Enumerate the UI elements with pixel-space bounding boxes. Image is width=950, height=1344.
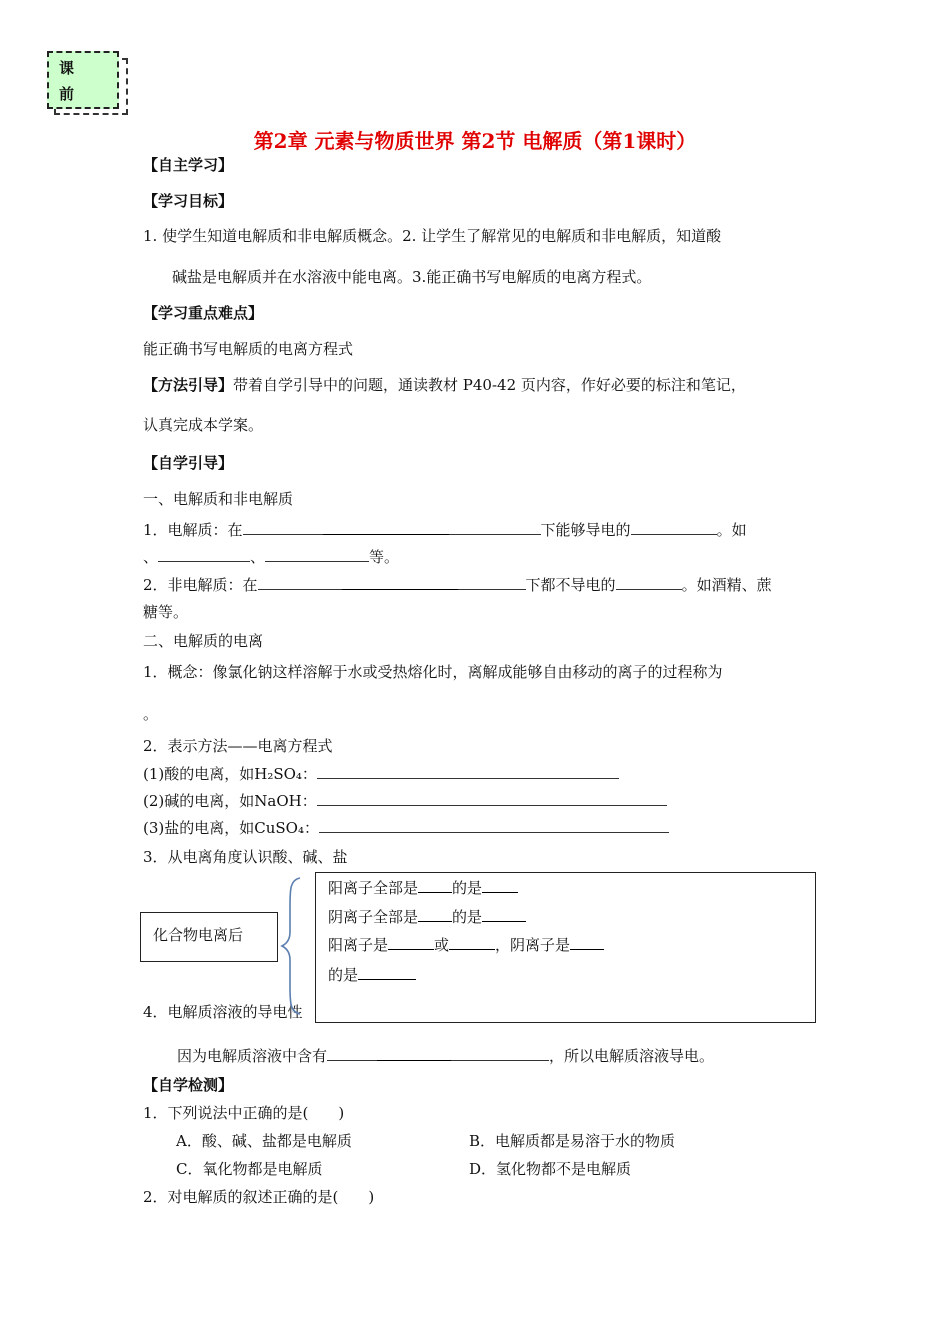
- blank-electrolyte-type[interactable]: [631, 520, 717, 535]
- salt-ionization-label: (3)盐的电离，如CuSO₄：: [143, 819, 319, 837]
- brace-icon: [280, 876, 304, 1016]
- blank-salt-cation-2[interactable]: [449, 935, 495, 950]
- heading-self-study: 【自主学习】: [143, 156, 234, 174]
- blank-condition-2a[interactable]: [258, 575, 342, 590]
- blank-base-equation[interactable]: [317, 791, 667, 806]
- blank-salt-equation[interactable]: [319, 818, 669, 833]
- acid-def-suffix: 的是: [452, 879, 483, 897]
- blank-base-anion[interactable]: [418, 907, 452, 922]
- electrolyte-example-text: 。如: [716, 521, 747, 539]
- representation-heading: 2．表示方法——电离方程式: [143, 737, 333, 755]
- heading-check: 【自学检测】: [143, 1076, 234, 1094]
- blank-condition-1c[interactable]: [449, 520, 541, 535]
- question-1-option-c[interactable]: C．氧化物都是电解质: [176, 1160, 323, 1178]
- nonelectrolyte-line2: 糖等。: [143, 603, 189, 621]
- salt-def-text: 阳离子是: [328, 936, 389, 954]
- tag-label-line1: 课: [59, 59, 75, 77]
- heading-guide: 【自学引导】: [143, 454, 234, 472]
- conductivity-result-text: ，所以电解质溶液导电。: [549, 1047, 715, 1065]
- salt-definition-line2: [328, 964, 416, 985]
- goals-line1: 1. 使学生知道电解质和非电解质概念。2. 让学生了解常见的电解质和非电解质，知道酸: [143, 227, 722, 245]
- conductivity-reason-line: [177, 1045, 714, 1066]
- blank-condition-2b[interactable]: [342, 575, 458, 590]
- blank-nonelectrolyte-type[interactable]: [616, 575, 682, 590]
- heading-goals: 【学习目标】: [143, 192, 234, 210]
- salt-ionization-line: [143, 817, 669, 838]
- blank-salt-anion[interactable]: [570, 935, 604, 950]
- acid-ionization-line: [143, 763, 619, 784]
- base-def-text: 阴离子全部是: [328, 908, 419, 926]
- acid-def-text: 阳离子全部是: [328, 879, 419, 897]
- blank-acid-equation[interactable]: [317, 764, 619, 779]
- acid-base-salt-heading: 3．从电离角度认识酸、碱、盐: [143, 848, 348, 866]
- question-1-option-d[interactable]: D．氢化物都不是电解质: [469, 1160, 632, 1178]
- question-2: 2．对电解质的叙述正确的是( ): [143, 1188, 375, 1206]
- page-title: 第2章 元素与物质世界 第2节 电解质（第1课时）: [253, 129, 697, 153]
- salt-def-suffix: 的是: [328, 966, 359, 984]
- compound-label: 化合物电离后: [153, 926, 244, 944]
- blank-acid-cation[interactable]: [418, 878, 452, 893]
- nonelectrolyte-conduct-text: 下都不导电的: [525, 576, 616, 594]
- goals-line2: 碱盐是电解质并在水溶液中能电离。3.能正确书写电解质的电离方程式。: [172, 268, 652, 286]
- question-1-option-b[interactable]: B．电解质都是易溶于水的物质: [469, 1132, 676, 1150]
- salt-def-anion-text: ，阴离子是: [495, 936, 571, 954]
- base-def-suffix: 的是: [452, 908, 483, 926]
- conductivity-heading: 4．电解质溶液的导电性: [143, 1003, 303, 1021]
- blank-condition-1a[interactable]: [243, 520, 323, 535]
- section2-heading: 二、电解质的电离: [143, 632, 264, 650]
- nonelectrolyte-line1: [143, 574, 772, 595]
- electrolyte-line2: [143, 546, 399, 567]
- blank-conduct-b[interactable]: [377, 1046, 451, 1061]
- tag-box: [47, 51, 119, 109]
- method-line1: [143, 374, 746, 395]
- punct-2: 、: [250, 548, 266, 566]
- section1-heading: 一、电解质和非电解质: [143, 490, 294, 508]
- ionization-concept-end: 。: [143, 705, 159, 723]
- base-ionization-label: (2)碱的电离，如NaOH：: [143, 792, 317, 810]
- blank-conduct-c[interactable]: [451, 1046, 549, 1061]
- electrolyte-conduct-text: 下能够导电的: [540, 521, 631, 539]
- base-ionization-line: [143, 790, 667, 811]
- nonelectrolyte-label: 2．非电解质：在: [143, 576, 258, 594]
- ionization-concept: 1．概念：像氯化钠这样溶解于水或受热熔化时，离解成能够自由移动的离子的过程称为: [143, 663, 723, 681]
- electrolyte-label: 1．电解质：在: [143, 521, 243, 539]
- method-line2: 认真完成本学案。: [143, 416, 264, 434]
- question-1-option-a[interactable]: A．酸、碱、盐都是电解质: [176, 1132, 352, 1150]
- blank-condition-1b[interactable]: [323, 520, 449, 535]
- blank-salt-cation-1[interactable]: [388, 935, 434, 950]
- blank-salt-name[interactable]: [358, 965, 416, 980]
- blank-conduct-a[interactable]: [327, 1046, 377, 1061]
- salt-definition-line: [328, 934, 604, 955]
- method-text: 带着自学引导中的问题，通读教材 P40-42 页内容，作好必要的标注和笔记，: [233, 376, 746, 394]
- heading-key-points: 【学习重点难点】: [143, 304, 264, 322]
- blank-example-1[interactable]: [158, 547, 250, 562]
- tag-label-line2: 前: [59, 85, 75, 103]
- etc-text: 等。: [369, 548, 400, 566]
- acid-definition-line: [328, 877, 518, 898]
- blank-acid-name[interactable]: [482, 878, 518, 893]
- conductivity-reason-text: 因为电解质溶液中含有: [177, 1047, 328, 1065]
- blank-condition-2c[interactable]: [458, 575, 526, 590]
- nonelectrolyte-example-text: 。如酒精、蔗: [681, 576, 772, 594]
- punct-1: 、: [143, 548, 159, 566]
- blank-example-2[interactable]: [265, 547, 369, 562]
- key-points-text: 能正确书写电解质的电离方程式: [143, 340, 354, 358]
- heading-method: 【方法引导】: [143, 376, 234, 394]
- blank-base-name[interactable]: [482, 907, 526, 922]
- base-definition-line: [328, 906, 526, 927]
- salt-def-or: 或: [434, 936, 450, 954]
- acid-ionization-label: (1)酸的电离，如H₂SO₄：: [143, 765, 317, 783]
- electrolyte-line1: [143, 519, 747, 540]
- question-1: 1．下列说法中正确的是( ): [143, 1104, 345, 1122]
